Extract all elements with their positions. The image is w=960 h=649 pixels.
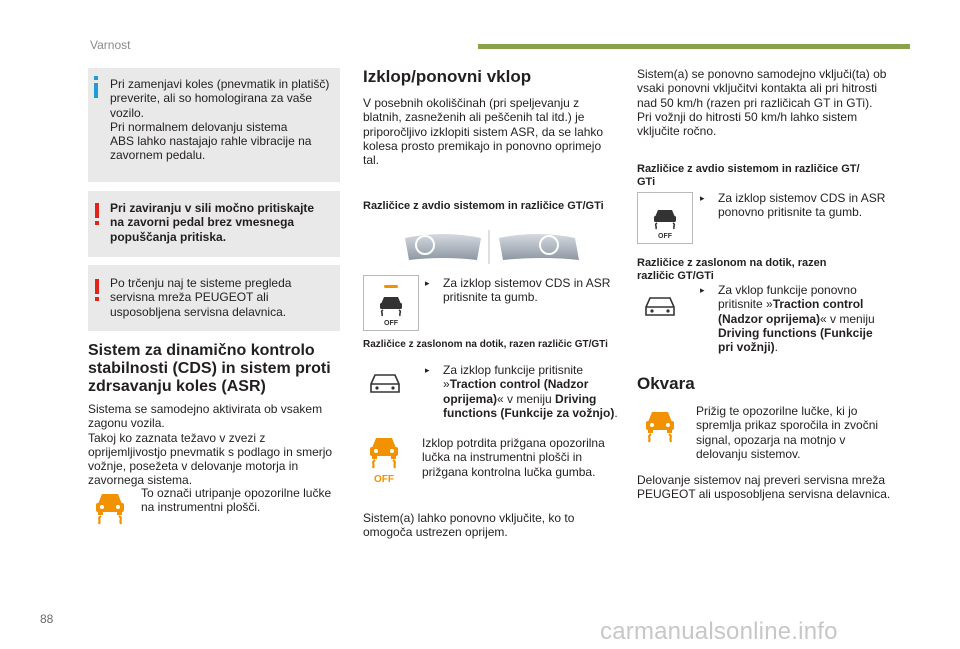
warning-line: servisna mreža PEUGEOT ali (110, 290, 269, 305)
car-settings-icon (643, 295, 677, 319)
warning-line: Pri zaviranju v sili močno pritiskajte (110, 201, 315, 215)
info-line: Pri normalnem delovanju sistema (110, 119, 288, 134)
bullet-icon: ▸ (425, 278, 430, 288)
esp-off-button-icon (363, 275, 419, 331)
section-heading-deactivation: Izklop/ponovni vklop (363, 67, 532, 86)
skid-warning-lamp-icon (93, 490, 127, 526)
section-title: Varnost (90, 38, 131, 52)
warning-line: Po trčenju naj te sisteme pregleda (110, 276, 292, 290)
subheading-touchscreen: Različice z zaslonom na dotik, razen različic GT/GTi (363, 339, 608, 350)
cds-asr-paragraph: Sistema se samodejno aktivirata ob vsakem zagonu vozila. Takoj ko zaznata težavo v zvezi z oprijemljivostjo pnevmatik s podlago in smerjo vožnje, posežeta v delovanje motorja in zavornega sistema. (88, 402, 333, 488)
bullet-icon: ▸ (700, 193, 705, 203)
warning-line: popuščanja pritiska. (110, 229, 227, 244)
watermark: carmanualsonline.info (600, 618, 838, 645)
car-settings-icon (368, 372, 402, 396)
info-line: ABS lahko nastajajo rahle vibracije na (110, 134, 312, 149)
subheading-audio-gt: Različice z avdio sistemom in različice GT/ GTi (637, 163, 860, 188)
section-heading-fault: Okvara (637, 374, 695, 393)
info-line: Pri zamenjavi koles (pnevmatik in platišč) (110, 77, 330, 91)
bullet-icon: ▸ (700, 285, 705, 295)
deactivation-paragraph: V posebnih okoliščinah (pri speljevanju z blatnih, zasneženih ali peščenih tal itd.) je priporočljivo izklopiti sistem ASR, da se lahko kolesa prosto premikajo in ponovno oprimejo tal. (363, 96, 604, 168)
info-icon (91, 76, 101, 98)
warning-box-collision (88, 265, 340, 331)
header-rule (478, 44, 910, 49)
section-heading-cds-asr: Sistem za dinamično kontrolo stabilnosti (CDS) in sistem proti zdrsavanju koles (ASR) (88, 342, 331, 395)
off-label: OFF (384, 320, 398, 327)
reactivation-note: Sistem(a) lahko ponovno vključite, ko to omogoča ustrezen oprijem. (363, 511, 575, 540)
bullet-icon: ▸ (425, 365, 430, 375)
warning-box-braking (88, 191, 340, 257)
fault-service-note: Delovanje sistemov naj preveri servisna mreža PEUGEOT ali usposobljena servisna delavnica. (637, 473, 891, 502)
esp-off-button-icon (637, 192, 693, 244)
subheading-touchscreen: Različice z zaslonom na dotik, razen različic GT/GTi (637, 257, 827, 282)
subheading-audio-gt: Različice z avdio sistemom in različice GT/GTi (363, 200, 604, 212)
warning-line: usposobljena servisna delavnica. (110, 304, 287, 319)
button-description: Za izklop sistemov CDS in ASR ponovno pritisnite ta gumb. (718, 191, 886, 220)
warning-icon (93, 203, 101, 225)
touch-instruction: Za izklop funkcije pritisnite »Traction control (Nadzor oprijema)« v meniju Driving functions (Funkcije za vožnjo). (443, 363, 618, 420)
touch-instruction: Za vklop funkcije ponovno pritisnite »Traction control (Nadzor oprijema)« v meniju Driving functions (Funkcije pri vožnji). (718, 283, 875, 355)
steering-wheel-illustration (403, 230, 593, 264)
info-box (88, 68, 340, 182)
info-line: preverite, ali so homologirana za vaše (110, 91, 313, 106)
warning-line: na zavorni pedal brez vmesnega (110, 215, 295, 230)
skid-warning-lamp-icon (643, 408, 677, 444)
info-line: vozilo. (110, 105, 145, 120)
page-number: 88 (40, 612, 54, 626)
lamp-confirmation: Izklop potrdita prižgana opozorilna lučka na instrumentni plošči in prižgana kontrolna lučka gumba. (422, 436, 605, 479)
button-description: Za izklop sistemov CDS in ASR pritisnite ta gumb. (443, 276, 611, 305)
auto-reactivation-paragraph: Sistem(a) se ponovno samodejno vključi(ta) ob vsaki ponovni vključitvi kontakta ali pri hitrosti nad 50 km/h (razen pri različicah GT in GTi). Pri vožnji do hitrosti 50 km/h lahko sistem vključite ročno. (637, 67, 887, 139)
skid-off-warning-lamp-icon (367, 436, 401, 484)
fault-description: Prižig te opozorilne lučke, ki jo spremlja prikaz sporočila in zvočni signal, opozarja na motnjo v delovanju sistemov. (696, 404, 879, 461)
lamp-description: To označi utripanje opozorilne lučke na instrumentni plošči. (141, 486, 332, 515)
off-label: OFF (374, 474, 394, 484)
info-line: zavornem pedalu. (110, 148, 206, 163)
off-label: OFF (658, 233, 672, 240)
warning-icon (93, 279, 101, 301)
